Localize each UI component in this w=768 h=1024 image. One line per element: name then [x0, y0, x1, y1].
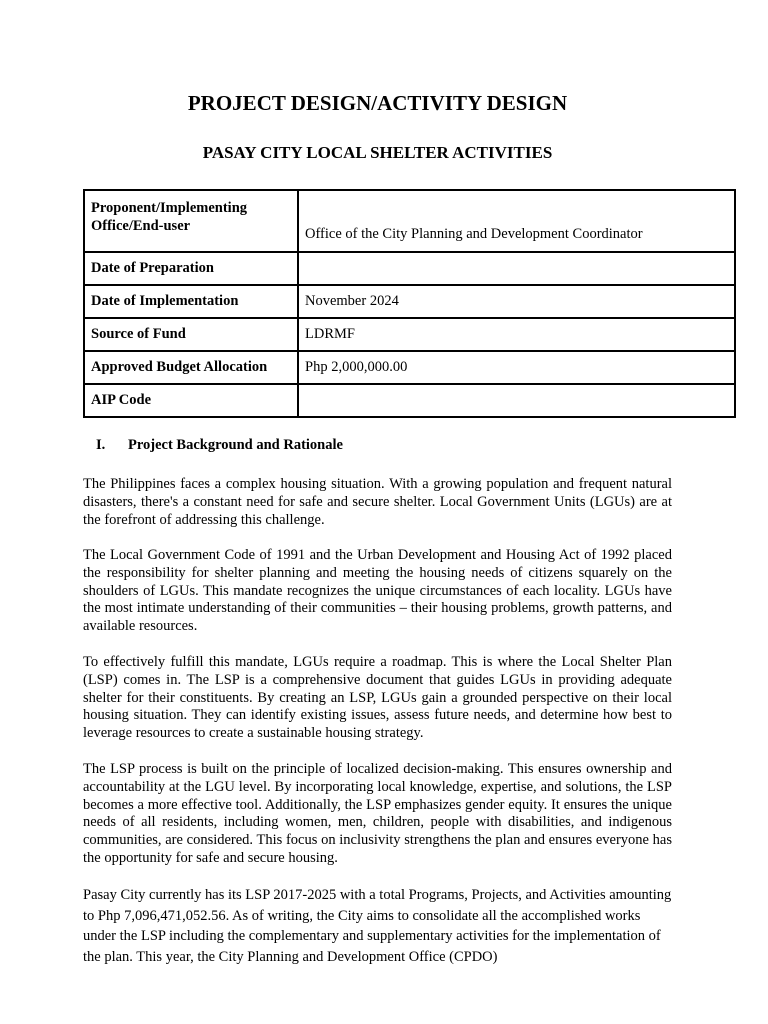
paragraph: To effectively fulfill this mandate, LGUs require a roadmap. This is where the Local Shelter Plan (LSP) comes in. The LSP is a comprehensive document that guides LGUs in providing adequate shelter for their constituents. By creating an LSP, LGUs gain a grounded perspective on their local housing situation. They can identify existing issues, assess future needs, and determine how best to leverage resources to create a sustainable housing strategy.	[83, 654, 672, 742]
row-value: November 2024	[298, 285, 735, 318]
row-value	[298, 384, 735, 417]
page-title: PROJECT DESIGN/ACTIVITY DESIGN	[187, 91, 568, 115]
row-value	[298, 252, 735, 285]
table-row	[84, 190, 735, 252]
row-label: Date of Preparation	[84, 252, 298, 285]
row-value: Php 2,000,000.00	[298, 351, 735, 384]
paragraph: Pasay City currently has its LSP 2017-2025 with a total Programs, Projects, and Activities amounting to Php 7,096,471,052.56. As of writing, the City aims to consolidate all the accomplished works under the LSP including the complementary and supplementary activities for the implementation of the plan. This year, the City Planning and Development Office (CPDO)	[83, 887, 672, 965]
section-title: Project Background and Rationale	[128, 437, 343, 453]
table-row	[84, 318, 735, 351]
paragraph: The Local Government Code of 1991 and the Urban Development and Housing Act of 1992 placed the responsibility for shelter planning and meeting the housing needs of citizens squarely on the shoulders of LGUs. This mandate recognizes the unique circumstances of each locality. LGUs have the most intimate understanding of their communities – their housing problems, growth patterns, and available resources.	[83, 547, 672, 635]
table-row	[84, 252, 735, 285]
project-info-table	[83, 189, 736, 418]
row-label: Date of Implementation	[84, 285, 298, 318]
table-row	[84, 351, 735, 384]
row-label: AIP Code	[84, 384, 298, 417]
page-subtitle: PASAY CITY LOCAL SHELTER ACTIVITIES	[202, 143, 553, 162]
row-label: Source of Fund	[84, 318, 298, 351]
row-label: Proponent/Implementing Office/End-user	[84, 190, 298, 252]
table-row	[84, 384, 735, 417]
section-heading	[96, 437, 343, 454]
table-row	[84, 285, 735, 318]
section-number: I.	[96, 437, 106, 453]
row-value: LDRMF	[298, 318, 735, 351]
paragraph: The Philippines faces a complex housing situation. With a growing population and frequent natural disasters, there's a constant need for safe and secure shelter. Local Government Units (LGUs) are at the forefront of addressing this challenge.	[83, 476, 672, 528]
paragraph: The LSP process is built on the principle of localized decision-making. This ensures ownership and accountability at the LGU level. By incorporating local knowledge, expertise, and solutions, the LSP becomes a more effective tool. Additionally, the LSP emphasizes gender equity. It ensures the unique needs of all residents, including women, men, children, people with disabilities, and indigenous communities, are considered. This focus on inclusivity strengthens the plan and ensures everyone has the opportunity for safe and secure housing.	[83, 761, 672, 866]
row-label: Approved Budget Allocation	[84, 351, 298, 384]
row-value: Office of the City Planning and Development Coordinator	[298, 190, 735, 252]
